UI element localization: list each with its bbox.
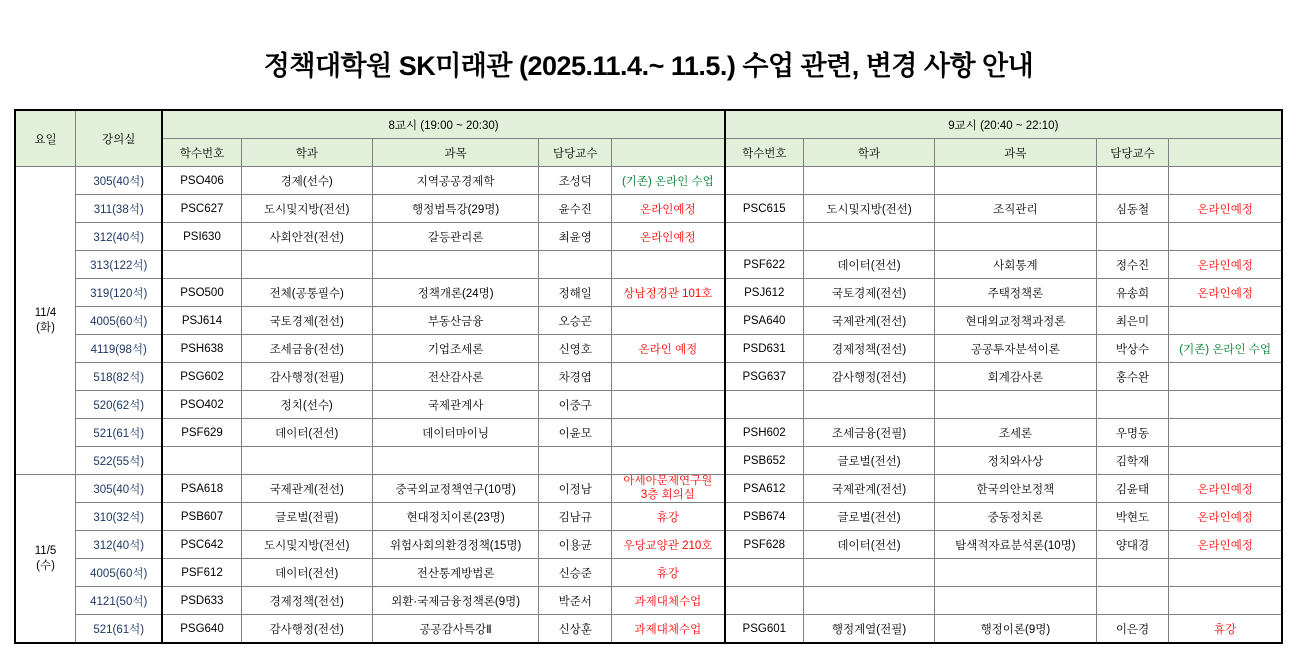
header-subject-9: 과목 bbox=[935, 139, 1097, 167]
header-note-8 bbox=[612, 139, 725, 167]
period8-professor-cell bbox=[539, 447, 612, 475]
period8-subject-cell: 외환·국제금융정책론(9명) bbox=[372, 587, 539, 615]
period9-course-no-cell bbox=[725, 559, 804, 587]
period9-professor-cell: 김학재 bbox=[1096, 447, 1169, 475]
period8-dept-cell bbox=[241, 447, 372, 475]
period9-dept-cell: 데이터(전선) bbox=[803, 251, 934, 279]
period8-note-cell bbox=[612, 307, 725, 335]
day-date: 11/4 bbox=[34, 306, 57, 319]
period8-professor-cell: 이용균 bbox=[539, 531, 612, 559]
table-row bbox=[15, 307, 1282, 335]
period9-subject-cell: 주택정책론 bbox=[935, 279, 1097, 307]
day-cell bbox=[15, 475, 76, 644]
period8-course-no-cell: PSI630 bbox=[162, 223, 241, 251]
period9-professor-cell bbox=[1096, 167, 1169, 195]
period9-dept-cell: 경제정책(전선) bbox=[803, 335, 934, 363]
period9-subject-cell bbox=[935, 167, 1097, 195]
period9-dept-cell bbox=[803, 391, 934, 419]
schedule-table bbox=[14, 109, 1283, 644]
period8-professor-cell: 신상훈 bbox=[539, 615, 612, 644]
period8-note-cell bbox=[612, 447, 725, 475]
header-period-8: 8교시 (19:00 ~ 20:30) bbox=[162, 110, 724, 139]
table-row bbox=[15, 363, 1282, 391]
period8-note-cell: 휴강 bbox=[612, 503, 725, 531]
period8-note-cell: 우당교양관 210호 bbox=[612, 531, 725, 559]
period8-course-no-cell: PSO500 bbox=[162, 279, 241, 307]
table-row bbox=[15, 195, 1282, 223]
header-note-9 bbox=[1169, 139, 1282, 167]
period9-course-no-cell bbox=[725, 587, 804, 615]
period8-professor-cell: 이중구 bbox=[539, 391, 612, 419]
period8-subject-cell: 갈등관리론 bbox=[372, 223, 539, 251]
period9-professor-cell: 심동철 bbox=[1096, 195, 1169, 223]
period9-course-no-cell: PSD631 bbox=[725, 335, 804, 363]
period9-professor-cell bbox=[1096, 391, 1169, 419]
period8-dept-cell: 경제(선수) bbox=[241, 167, 372, 195]
period8-dept-cell: 도시및지방(전선) bbox=[241, 195, 372, 223]
room-cell: 313(122석) bbox=[76, 251, 163, 279]
period8-note-cell: (기존) 온라인 수업 bbox=[612, 167, 725, 195]
period9-professor-cell: 유송희 bbox=[1096, 279, 1169, 307]
period9-professor-cell bbox=[1096, 223, 1169, 251]
period9-course-no-cell: PSA640 bbox=[725, 307, 804, 335]
period9-professor-cell: 이은경 bbox=[1096, 615, 1169, 644]
period8-course-no-cell: PSB607 bbox=[162, 503, 241, 531]
header-dept-8: 학과 bbox=[241, 139, 372, 167]
period8-subject-cell bbox=[372, 251, 539, 279]
period9-dept-cell bbox=[803, 223, 934, 251]
period8-course-no-cell: PSC627 bbox=[162, 195, 241, 223]
room-cell: 4005(60석) bbox=[76, 307, 163, 335]
period8-professor-cell: 차경엽 bbox=[539, 363, 612, 391]
period8-dept-cell: 조세금융(전선) bbox=[241, 335, 372, 363]
period9-course-no-cell bbox=[725, 167, 804, 195]
table-row bbox=[15, 559, 1282, 587]
period8-course-no-cell: PSA618 bbox=[162, 475, 241, 503]
period9-subject-cell: 정치와사상 bbox=[935, 447, 1097, 475]
period8-subject-cell: 중국외교정책연구(10명) bbox=[372, 475, 539, 503]
period8-note-cell bbox=[612, 363, 725, 391]
room-cell: 305(40석) bbox=[76, 167, 163, 195]
period9-note-cell bbox=[1169, 391, 1282, 419]
period9-note-cell: 온라인예정 bbox=[1169, 503, 1282, 531]
period8-course-no-cell bbox=[162, 447, 241, 475]
period9-note-cell: 온라인예정 bbox=[1169, 279, 1282, 307]
period8-course-no-cell: PSG602 bbox=[162, 363, 241, 391]
period8-dept-cell: 글로벌(전필) bbox=[241, 503, 372, 531]
period8-dept-cell: 국토경제(전선) bbox=[241, 307, 372, 335]
period8-note-cell bbox=[612, 419, 725, 447]
period9-course-no-cell bbox=[725, 391, 804, 419]
period8-professor-cell: 오승곤 bbox=[539, 307, 612, 335]
period9-course-no-cell: PSG637 bbox=[725, 363, 804, 391]
period8-note-cell bbox=[612, 251, 725, 279]
period8-dept-cell: 사회안전(전선) bbox=[241, 223, 372, 251]
day-weekday: (화) bbox=[36, 321, 55, 334]
period9-course-no-cell: PSB674 bbox=[725, 503, 804, 531]
period8-subject-cell: 부동산금융 bbox=[372, 307, 539, 335]
period8-professor-cell: 정해일 bbox=[539, 279, 612, 307]
table-row bbox=[15, 615, 1282, 644]
period8-course-no-cell: PSO406 bbox=[162, 167, 241, 195]
room-cell: 518(82석) bbox=[76, 363, 163, 391]
period8-course-no-cell: PSF612 bbox=[162, 559, 241, 587]
period9-course-no-cell: PSA612 bbox=[725, 475, 804, 503]
period9-subject-cell: 탐색적자료분석론(10명) bbox=[935, 531, 1097, 559]
header-professor-9: 담당교수 bbox=[1096, 139, 1169, 167]
period9-professor-cell bbox=[1096, 587, 1169, 615]
period9-dept-cell: 글로벌(전선) bbox=[803, 503, 934, 531]
table-row bbox=[15, 419, 1282, 447]
period8-dept-cell: 데이터(전선) bbox=[241, 559, 372, 587]
period9-professor-cell: 양대경 bbox=[1096, 531, 1169, 559]
header-row-top bbox=[15, 110, 1282, 139]
period8-dept-cell bbox=[241, 251, 372, 279]
table-row bbox=[15, 531, 1282, 559]
room-cell: 312(40석) bbox=[76, 531, 163, 559]
period8-subject-cell: 기업조세론 bbox=[372, 335, 539, 363]
room-cell: 319(120석) bbox=[76, 279, 163, 307]
table-row bbox=[15, 279, 1282, 307]
table-body bbox=[15, 167, 1282, 644]
room-cell: 521(61석) bbox=[76, 419, 163, 447]
period9-professor-cell: 홍수완 bbox=[1096, 363, 1169, 391]
period9-dept-cell: 도시및지방(전선) bbox=[803, 195, 934, 223]
period8-note-cell: 과제대체수업 bbox=[612, 615, 725, 644]
day-date: 11/5 bbox=[34, 544, 57, 557]
period9-professor-cell: 최은미 bbox=[1096, 307, 1169, 335]
period8-dept-cell: 도시및지방(전선) bbox=[241, 531, 372, 559]
day-weekday: (수) bbox=[36, 559, 55, 572]
period8-course-no-cell: PSH638 bbox=[162, 335, 241, 363]
period8-course-no-cell: PSG640 bbox=[162, 615, 241, 644]
period9-dept-cell: 국제관계(전선) bbox=[803, 307, 934, 335]
period9-subject-cell bbox=[935, 559, 1097, 587]
period8-subject-cell: 행정법특강(29명) bbox=[372, 195, 539, 223]
period8-professor-cell: 이정남 bbox=[539, 475, 612, 503]
period9-subject-cell: 회계감사론 bbox=[935, 363, 1097, 391]
period9-note-cell bbox=[1169, 587, 1282, 615]
period8-note-cell: 아세아문제연구원 3층 회의실 bbox=[612, 475, 725, 503]
header-row-sub bbox=[15, 139, 1282, 167]
period9-professor-cell: 우명동 bbox=[1096, 419, 1169, 447]
period9-subject-cell: 사회통계 bbox=[935, 251, 1097, 279]
table-row bbox=[15, 475, 1282, 503]
room-cell: 522(55석) bbox=[76, 447, 163, 475]
period8-professor-cell: 신승준 bbox=[539, 559, 612, 587]
period8-subject-cell bbox=[372, 447, 539, 475]
period9-course-no-cell: PSB652 bbox=[725, 447, 804, 475]
period9-subject-cell: 현대외교정책과정론 bbox=[935, 307, 1097, 335]
table-row bbox=[15, 251, 1282, 279]
period9-course-no-cell bbox=[725, 223, 804, 251]
period8-note-cell bbox=[612, 391, 725, 419]
period8-subject-cell: 현대정치이론(23명) bbox=[372, 503, 539, 531]
period8-dept-cell: 경제정책(전선) bbox=[241, 587, 372, 615]
period9-dept-cell: 국토경제(전선) bbox=[803, 279, 934, 307]
room-cell: 310(32석) bbox=[76, 503, 163, 531]
day-cell bbox=[15, 167, 76, 475]
room-cell: 4119(98석) bbox=[76, 335, 163, 363]
period8-course-no-cell: PSC642 bbox=[162, 531, 241, 559]
table-row bbox=[15, 335, 1282, 363]
period8-note-cell: 과제대체수업 bbox=[612, 587, 725, 615]
period8-course-no-cell: PSD633 bbox=[162, 587, 241, 615]
period9-dept-cell: 국제관계(전선) bbox=[803, 475, 934, 503]
period8-course-no-cell bbox=[162, 251, 241, 279]
header-subject-8: 과목 bbox=[372, 139, 539, 167]
header-course-no-9: 학수번호 bbox=[725, 139, 804, 167]
period9-dept-cell bbox=[803, 587, 934, 615]
header-dept-9: 학과 bbox=[803, 139, 934, 167]
period8-dept-cell: 감사행정(전선) bbox=[241, 615, 372, 644]
room-cell: 521(61석) bbox=[76, 615, 163, 644]
room-cell: 312(40석) bbox=[76, 223, 163, 251]
room-cell: 4121(50석) bbox=[76, 587, 163, 615]
period9-note-cell bbox=[1169, 447, 1282, 475]
period9-note-cell bbox=[1169, 363, 1282, 391]
period8-professor-cell: 최윤영 bbox=[539, 223, 612, 251]
period9-note-cell bbox=[1169, 167, 1282, 195]
period9-professor-cell bbox=[1096, 559, 1169, 587]
period8-professor-cell: 이윤모 bbox=[539, 419, 612, 447]
period9-course-no-cell: PSF628 bbox=[725, 531, 804, 559]
page-title: 정책대학원 SK미래관 (2025.11.4.~ 11.5.) 수업 관련, 변경 사항 안내 bbox=[263, 51, 1034, 81]
period8-dept-cell: 감사행정(전필) bbox=[241, 363, 372, 391]
period9-subject-cell: 행정이론(9명) bbox=[935, 615, 1097, 644]
header-room: 강의실 bbox=[76, 110, 163, 167]
period9-subject-cell bbox=[935, 223, 1097, 251]
period9-professor-cell: 김윤태 bbox=[1096, 475, 1169, 503]
period8-note-cell: 휴강 bbox=[612, 559, 725, 587]
header-professor-8: 담당교수 bbox=[539, 139, 612, 167]
period9-note-cell: 휴강 bbox=[1169, 615, 1282, 644]
period9-subject-cell: 중동정치론 bbox=[935, 503, 1097, 531]
period8-note-cell: 온라인예정 bbox=[612, 195, 725, 223]
period9-course-no-cell: PSC615 bbox=[725, 195, 804, 223]
table-header bbox=[15, 110, 1282, 167]
period9-subject-cell bbox=[935, 587, 1097, 615]
period8-subject-cell: 전산통계방법론 bbox=[372, 559, 539, 587]
period8-subject-cell: 전산감사론 bbox=[372, 363, 539, 391]
period9-course-no-cell: PSJ612 bbox=[725, 279, 804, 307]
period9-subject-cell bbox=[935, 391, 1097, 419]
table-row bbox=[15, 223, 1282, 251]
table-row bbox=[15, 167, 1282, 195]
period9-professor-cell: 박상수 bbox=[1096, 335, 1169, 363]
header-day: 요일 bbox=[15, 110, 76, 167]
schedule-table-wrapper bbox=[0, 93, 1297, 644]
period8-note-cell: 상남정경관 101호 bbox=[612, 279, 725, 307]
period8-subject-cell: 위험사회의환경정책(15명) bbox=[372, 531, 539, 559]
table-row bbox=[15, 587, 1282, 615]
header-course-no-8: 학수번호 bbox=[162, 139, 241, 167]
period9-note-cell bbox=[1169, 223, 1282, 251]
period9-dept-cell: 데이터(전선) bbox=[803, 531, 934, 559]
period8-subject-cell: 지역공공경제학 bbox=[372, 167, 539, 195]
period9-course-no-cell: PSH602 bbox=[725, 419, 804, 447]
period9-note-cell: 온라인예정 bbox=[1169, 531, 1282, 559]
period8-subject-cell: 공공감사특강Ⅱ bbox=[372, 615, 539, 644]
period8-professor-cell: 신영호 bbox=[539, 335, 612, 363]
period9-dept-cell: 행정계열(전필) bbox=[803, 615, 934, 644]
period8-subject-cell: 국제관계사 bbox=[372, 391, 539, 419]
period8-professor-cell: 윤수진 bbox=[539, 195, 612, 223]
period9-dept-cell bbox=[803, 559, 934, 587]
period9-note-cell: 온라인예정 bbox=[1169, 251, 1282, 279]
header-period-9: 9교시 (20:40 ~ 22:10) bbox=[725, 110, 1282, 139]
period8-course-no-cell: PSF629 bbox=[162, 419, 241, 447]
room-cell: 4005(60석) bbox=[76, 559, 163, 587]
period8-subject-cell: 데이터마이닝 bbox=[372, 419, 539, 447]
period9-dept-cell: 조세금융(전필) bbox=[803, 419, 934, 447]
period9-dept-cell: 글로벌(전선) bbox=[803, 447, 934, 475]
period8-professor-cell bbox=[539, 251, 612, 279]
period9-note-cell bbox=[1169, 559, 1282, 587]
room-cell: 305(40석) bbox=[76, 475, 163, 503]
period9-dept-cell: 감사행정(전선) bbox=[803, 363, 934, 391]
period8-professor-cell: 조성덕 bbox=[539, 167, 612, 195]
table-row bbox=[15, 503, 1282, 531]
period8-dept-cell: 정치(선수) bbox=[241, 391, 372, 419]
period9-note-cell: 온라인예정 bbox=[1169, 475, 1282, 503]
period9-course-no-cell: PSG601 bbox=[725, 615, 804, 644]
period9-professor-cell: 정수진 bbox=[1096, 251, 1169, 279]
period9-subject-cell: 한국의안보정책 bbox=[935, 475, 1097, 503]
period9-note-cell bbox=[1169, 419, 1282, 447]
period9-subject-cell: 조직관리 bbox=[935, 195, 1097, 223]
room-cell: 311(38석) bbox=[76, 195, 163, 223]
period8-note-cell: 온라인예정 bbox=[612, 223, 725, 251]
period8-note-cell: 온라인 예정 bbox=[612, 335, 725, 363]
period9-professor-cell: 박현도 bbox=[1096, 503, 1169, 531]
period9-note-cell bbox=[1169, 307, 1282, 335]
period8-dept-cell: 데이터(전선) bbox=[241, 419, 372, 447]
period8-course-no-cell: PSO402 bbox=[162, 391, 241, 419]
period8-course-no-cell: PSJ614 bbox=[162, 307, 241, 335]
period8-dept-cell: 전체(공통필수) bbox=[241, 279, 372, 307]
period9-subject-cell: 공공투자분석이론 bbox=[935, 335, 1097, 363]
table-row bbox=[15, 447, 1282, 475]
table-row bbox=[15, 391, 1282, 419]
period9-note-cell: (기존) 온라인 수업 bbox=[1169, 335, 1282, 363]
period9-course-no-cell: PSF622 bbox=[725, 251, 804, 279]
room-cell: 520(62석) bbox=[76, 391, 163, 419]
period9-subject-cell: 조세론 bbox=[935, 419, 1097, 447]
period8-subject-cell: 정책개론(24명) bbox=[372, 279, 539, 307]
period9-note-cell: 온라인예정 bbox=[1169, 195, 1282, 223]
period8-professor-cell: 김남규 bbox=[539, 503, 612, 531]
period9-dept-cell bbox=[803, 167, 934, 195]
period8-dept-cell: 국제관계(전선) bbox=[241, 475, 372, 503]
period8-professor-cell: 박준서 bbox=[539, 587, 612, 615]
